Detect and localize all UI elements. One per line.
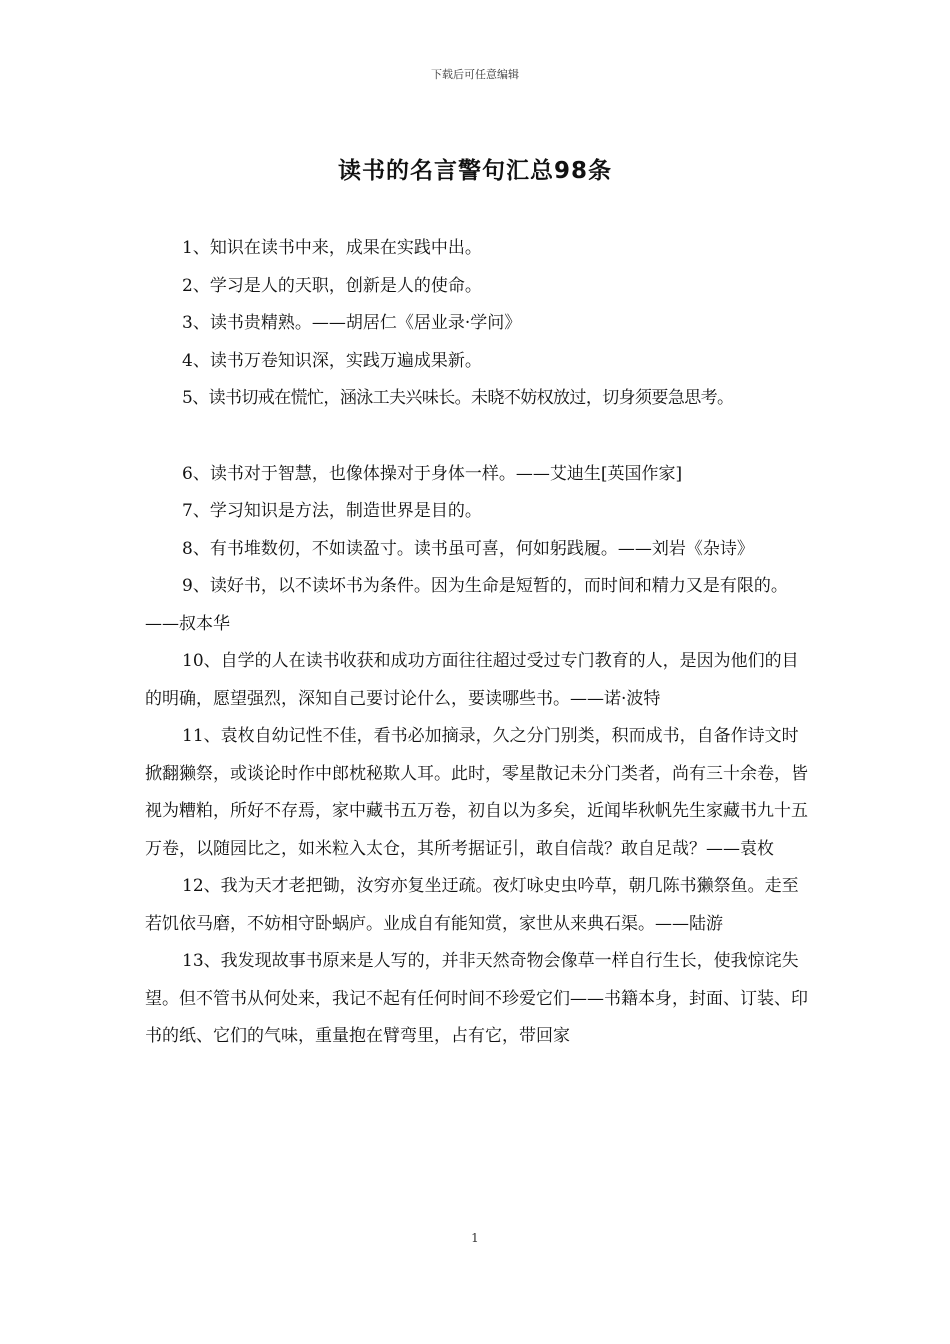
quote-item-2: 2、学习是人的天职，创新是人的使命。: [182, 275, 482, 296]
quote-item-10: 10、自学的人在读书收获和成功方面往往超过受过专门教育的人，是因为他们的目的明确，愿望强烈，深知自己要讨论什么，要读哪些书。——诺·波特: [145, 651, 799, 709]
quote-item-13: 13、我发现故事书原来是人写的，并非天然奇物会像草一样自行生长，使我惊诧失望。但不管书从何处来，我记不起有任何时间不珍爱它们——书籍本身，封面、订装、印书的纸、它们的气味，重量抱在臂弯里，占有它，带回家: [145, 951, 808, 1046]
quote-item-7: 7、学习知识是方法，制造世界是目的。: [182, 501, 482, 521]
document-body: [145, 230, 815, 1056]
quote-item-9: 9、读好书，以不读坏书为条件。因为生命是短暂的，而时间和精力又是有限的。——叔本华: [145, 576, 788, 634]
quote-item-12: 12、我为天才老把锄，汝穷亦复坐迂疏。夜灯咏史虫吟草，朝几陈书獭祭鱼。走至若饥依马磨，不妨相守卧蜗庐。业成自有能知赏，家世从来典石渠。——陆游: [145, 876, 799, 934]
quote-item-8: 8、有书堆数仞，不如读盈寸。读书虽可喜，何如躬践履。——刘岩《杂诗》: [182, 538, 754, 559]
quote-item-3: 3、读书贵精熟。——胡居仁《居业录·学问》: [182, 313, 522, 333]
quote-item-1: 1、知识在读书中来，成果在实践中出。: [182, 238, 482, 258]
quote-item-6: 6、读书对于智慧，也像体操对于身体一样。——艾迪生[英国作家]: [182, 463, 683, 484]
quote-item-4: 4、读书万卷知识深，实践万遍成果新。: [182, 350, 482, 371]
quote-item-11: 11、袁枚自幼记性不佳，看书必加摘录，久之分门别类，积而成书，自备作诗文时掀翻獭祭，或谈论时作中郎枕秘欺人耳。此时，零星散记未分门类者，尚有三十余卷，皆视为糟粕，所好不存焉，家中藏书五万卷，初自以为多矣，近闻毕秋帆先生家藏书九十五万卷，以随园比之，如米粒入太仓，其所考据证引，敢自信哉？敢自足哉？——袁枚: [145, 726, 808, 859]
quote-item-5: 5、读书切戒在慌忙，涵泳工夫兴味长。未晓不妨权放过，切身须要急思考。: [182, 388, 734, 408]
page-header-note: 下载后可任意编辑: [431, 68, 519, 81]
paragraph-gap: [145, 418, 815, 456]
page-number: 1: [471, 1231, 479, 1245]
document-title: 读书的名言警句汇总98条: [337, 158, 612, 184]
